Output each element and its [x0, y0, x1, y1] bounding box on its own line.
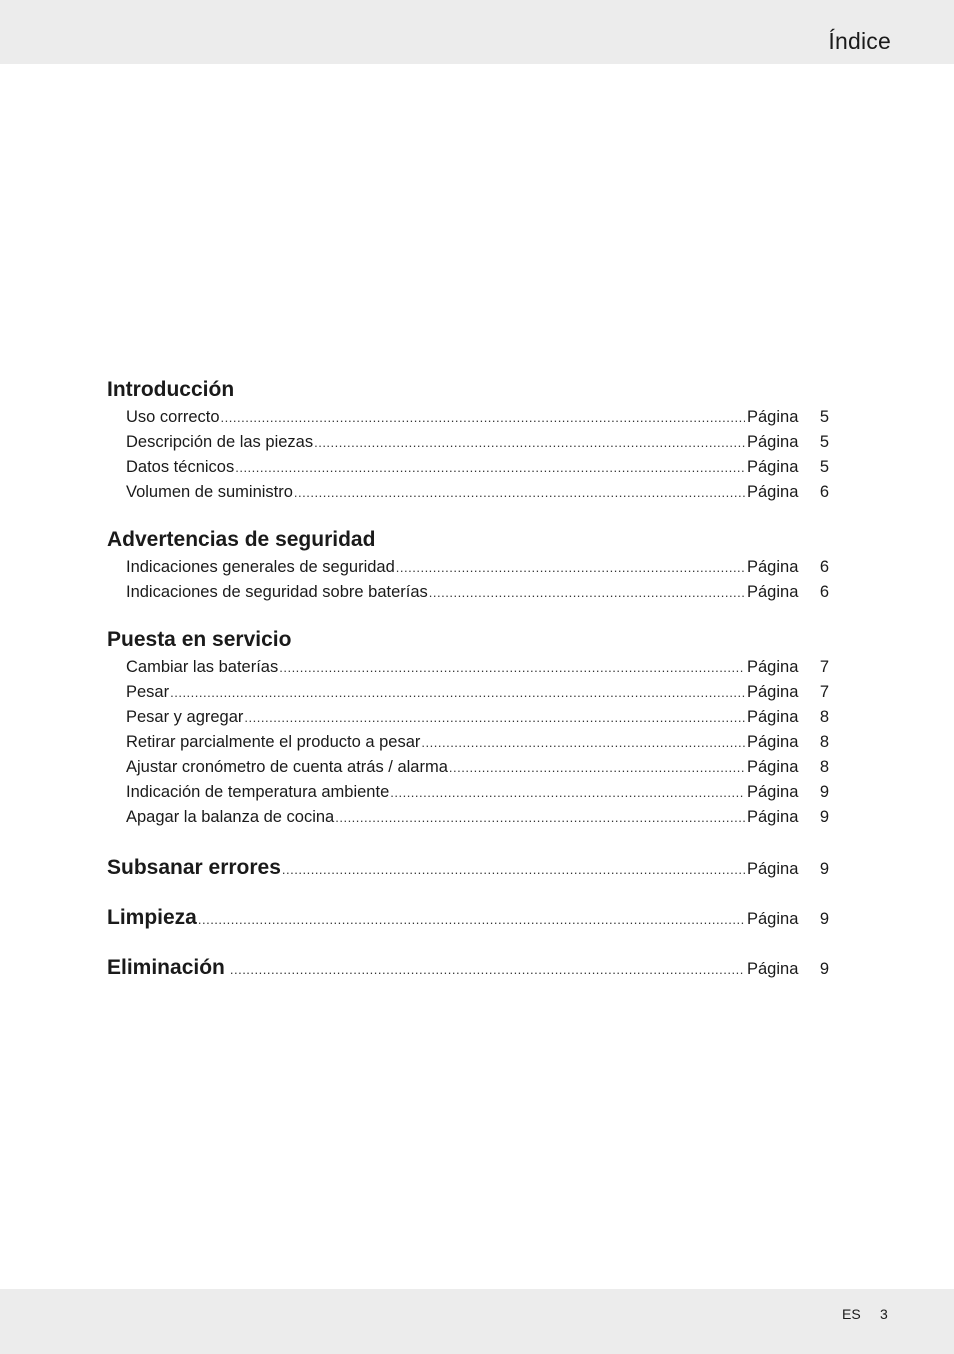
toc-entry-label: Datos técnicos: [126, 458, 235, 476]
page-word: Página: [747, 558, 799, 576]
page-word: Página: [747, 783, 799, 801]
page-word: Página: [747, 683, 799, 701]
page-word: Página: [747, 910, 799, 928]
page-number: 8: [819, 758, 829, 776]
page-word: Página: [747, 433, 799, 451]
toc-entry[interactable]: [107, 455, 829, 480]
toc-entry-label: Descripción de las piezas: [126, 433, 314, 451]
toc-entry[interactable]: [107, 430, 829, 455]
page-number: 7: [819, 683, 829, 701]
toc-entry-label: Retirar parcialmente el producto a pesar: [126, 733, 421, 751]
toc-heading-entry[interactable]: [107, 943, 829, 993]
page-number: 9: [819, 960, 829, 978]
page-word: Página: [747, 408, 799, 426]
toc-entry[interactable]: [107, 780, 829, 805]
page-number: 9: [819, 910, 829, 928]
page-number: 8: [819, 708, 829, 726]
leader-dots: [279, 655, 745, 680]
page-word: Página: [747, 458, 799, 476]
toc-entry[interactable]: [107, 655, 829, 680]
leader-dots: [221, 405, 745, 430]
page-number-footer: 3: [880, 1306, 888, 1322]
header-band: [0, 0, 954, 64]
table-of-contents: [107, 375, 829, 993]
leader-dots: [294, 480, 745, 505]
leader-dots: [396, 555, 745, 580]
toc-heading-label: Limpieza: [107, 906, 197, 929]
page-number: 9: [819, 808, 829, 826]
toc-entry[interactable]: [107, 405, 829, 430]
toc-entry[interactable]: [107, 805, 829, 830]
leader-dots: [335, 805, 745, 830]
page-number: 9: [819, 860, 829, 878]
toc-section-advertencias: [107, 525, 829, 605]
toc-heading-entry[interactable]: [107, 843, 829, 893]
toc-section-puesta-en-servicio: [107, 625, 829, 830]
toc-entry[interactable]: [107, 705, 829, 730]
leader-dots: [282, 845, 745, 895]
toc-entry-label: Volumen de suministro: [126, 483, 293, 501]
page-number: 6: [819, 583, 829, 601]
leader-dots: [421, 730, 745, 755]
toc-top-entries: [107, 843, 829, 993]
toc-entry[interactable]: [107, 480, 829, 505]
toc-heading-label: Eliminación: [107, 956, 225, 979]
leader-dots: [170, 680, 745, 705]
page-number: 5: [819, 458, 829, 476]
section-heading: Advertencias de seguridad: [107, 528, 376, 551]
toc-entry[interactable]: [107, 730, 829, 755]
page-word: Página: [747, 860, 799, 878]
page-word: Página: [747, 483, 799, 501]
toc-entry-label: Uso correcto: [126, 408, 220, 426]
toc-entry-label: Indicación de temperatura ambiente: [126, 783, 390, 801]
toc-entry[interactable]: [107, 680, 829, 705]
toc-entry[interactable]: [107, 755, 829, 780]
page-number: 6: [819, 483, 829, 501]
page-word: Página: [747, 808, 799, 826]
toc-entry-label: Pesar: [126, 683, 170, 701]
leader-dots: [235, 455, 745, 480]
toc-entry-label: Ajustar cronómetro de cuenta atrás / alarma: [126, 758, 448, 776]
page-word: Página: [747, 733, 799, 751]
toc-heading-entry[interactable]: [107, 893, 829, 943]
section-heading: Puesta en servicio: [107, 628, 292, 651]
page-word: Página: [747, 583, 799, 601]
toc-entry[interactable]: [107, 580, 829, 605]
page-word: Página: [747, 658, 799, 676]
toc-entry-label: Pesar y agregar: [126, 708, 244, 726]
toc-entry-label: Cambiar las baterías: [126, 658, 279, 676]
page-number: 6: [819, 558, 829, 576]
section-heading: Introducción: [107, 378, 235, 401]
toc-heading-label: Subsanar errores: [107, 856, 281, 879]
leader-dots: [314, 430, 745, 455]
page-title: Índice: [828, 28, 891, 54]
page-number: 7: [819, 658, 829, 676]
page-number: 5: [819, 408, 829, 426]
page-word: Página: [747, 708, 799, 726]
leader-dots: [198, 895, 745, 945]
leader-dots: [429, 580, 745, 605]
toc-entry-label: Indicaciones generales de seguridad: [126, 558, 395, 576]
toc-section-introduccion: [107, 375, 829, 505]
page-word: Página: [747, 960, 799, 978]
leader-dots: [449, 755, 745, 780]
leader-dots: [244, 705, 745, 730]
leader-dots: [390, 780, 745, 805]
page-word: Página: [747, 758, 799, 776]
language-code: ES: [842, 1306, 861, 1322]
page-number: 8: [819, 733, 829, 751]
toc-entry-label: Indicaciones de seguridad sobre baterías: [126, 583, 428, 601]
footer-band: [0, 1289, 954, 1354]
leader-dots: [230, 945, 745, 995]
toc-entry[interactable]: [107, 555, 829, 580]
toc-entry-label: Apagar la balanza de cocina: [126, 808, 335, 826]
page-number: 5: [819, 433, 829, 451]
page-number: 9: [819, 783, 829, 801]
